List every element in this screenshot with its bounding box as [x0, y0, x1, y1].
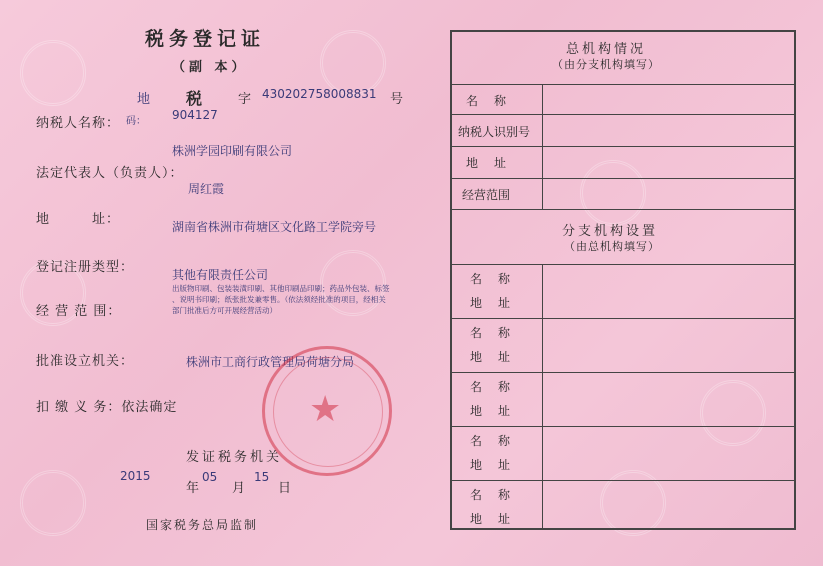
table-row-divider — [452, 480, 794, 481]
hq-tax-id-label: 纳税人识别号 — [458, 125, 531, 139]
tax-reg-prefix: 地 — [137, 92, 152, 107]
table-row-divider — [452, 209, 794, 210]
branch-name-label: 名 称 — [470, 326, 513, 340]
table-row-divider — [452, 318, 794, 319]
code-label: 码： — [126, 116, 146, 127]
taxpayer-name-value: 株洲学园印刷有限公司 — [172, 144, 293, 158]
business-scope-line: 、说明书印刷；纸张批发兼零售。（依法须经批准的项目，经相关 — [172, 295, 386, 304]
issuer-label: 发证税务机关 — [186, 450, 283, 465]
supervisor-text: 国家税务总局监制 — [146, 518, 259, 532]
branch-address-label: 地 址 — [470, 296, 513, 310]
hq-name-label: 名 称 — [466, 94, 509, 108]
table-row-divider — [452, 264, 794, 265]
hq-scope-label: 经营范围 — [462, 188, 511, 202]
branch-name-label: 名 称 — [470, 380, 513, 394]
table-row-divider — [452, 426, 794, 427]
branch-address-label: 地 址 — [470, 512, 513, 526]
year-unit: 年 — [186, 481, 201, 496]
branch-address-label: 地 址 — [470, 350, 513, 364]
table-col-divider — [542, 264, 543, 528]
tax-reg-mid: 税 — [186, 89, 204, 108]
address-label: 地 址： — [36, 212, 121, 227]
table-row-divider — [452, 84, 794, 85]
withholding-obligation: 扣 缴 义 务：依法确定 — [36, 400, 178, 415]
table-col-divider — [542, 84, 543, 209]
branch-address-label: 地 址 — [470, 458, 513, 472]
code-value: 904127 — [172, 108, 218, 122]
approval-org-label: 批准设立机关： — [36, 354, 135, 369]
month-unit: 月 — [232, 481, 247, 496]
branch-name-label: 名 称 — [470, 434, 513, 448]
branches-title: 分支机构设置 — [562, 224, 659, 239]
watermark-ring — [20, 470, 86, 536]
approval-org-value: 株洲市工商行政管理局荷塘分局 — [186, 355, 355, 369]
branch-name-label: 名 称 — [470, 272, 513, 286]
tax-reg-suffix: 号 — [390, 92, 405, 107]
reg-type-label: 登记注册类型： — [36, 260, 135, 275]
table-row-divider — [452, 372, 794, 373]
institution-info-table — [450, 30, 796, 530]
legal-rep-label: 法定代表人（负责人）： — [36, 166, 184, 181]
day-unit: 日 — [278, 481, 293, 496]
business-scope-line: 出版物印刷、包装装潢印刷、其他印刷品印刷；药品外包装、标签 — [172, 284, 390, 293]
table-row-divider — [452, 146, 794, 147]
table-row-divider — [452, 178, 794, 179]
issue-year: 2015 — [120, 469, 151, 483]
table-row-divider — [452, 114, 794, 115]
issue-day: 15 — [254, 470, 270, 484]
branch-name-label: 名 称 — [470, 488, 513, 502]
branches-subtitle: （由总机构填写） — [564, 240, 660, 253]
tax-reg-number: 430202758008831 — [262, 87, 377, 101]
taxpayer-name-label: 纳税人名称： — [36, 116, 121, 131]
issue-month: 05 — [202, 470, 218, 484]
headquarters-subtitle: （由分支机构填写） — [552, 58, 660, 71]
certificate-title: 税务登记证 — [145, 28, 266, 50]
branch-address-label: 地 址 — [470, 404, 513, 418]
copy-type: （副 本） — [172, 60, 249, 75]
address-value: 湖南省株洲市荷塘区文化路工学院旁号 — [172, 220, 377, 234]
business-scope-label: 经 营 范 围： — [36, 304, 122, 319]
tax-reg-word: 字 — [238, 92, 253, 107]
official-seal — [262, 346, 392, 476]
reg-type-value: 其他有限责任公司 — [172, 268, 269, 282]
legal-rep-value: 周红霞 — [188, 182, 225, 196]
seal-star-icon: ★ — [309, 389, 342, 430]
business-scope-line: 部门批准后方可开展经营活动） — [172, 306, 277, 315]
hq-address-label: 地 址 — [466, 156, 509, 170]
watermark-ring — [20, 40, 86, 106]
headquarters-title: 总机构情况 — [566, 42, 647, 57]
